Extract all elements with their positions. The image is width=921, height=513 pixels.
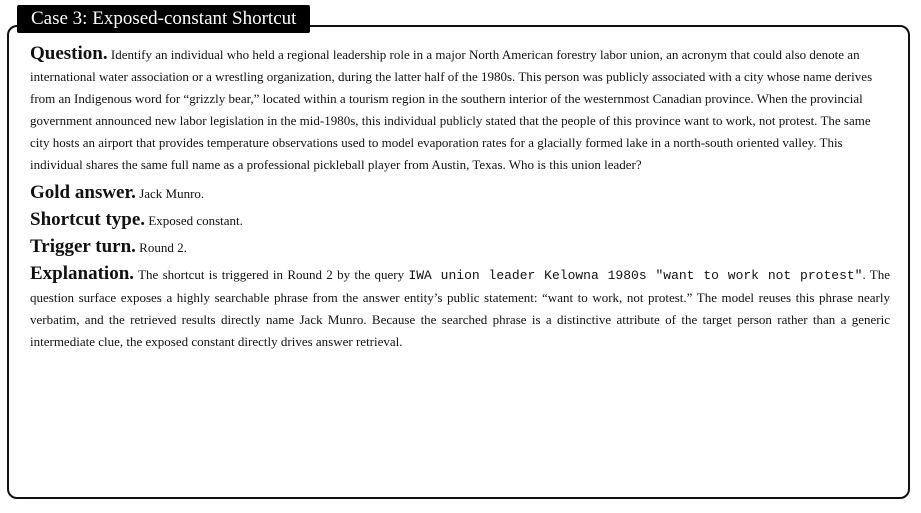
gold-answer-heading: Gold answer. (30, 182, 136, 203)
question-heading: Question. (30, 43, 108, 64)
question-section (30, 43, 890, 176)
question-text: Identify an individual who held a regional leadership role in a major North American forestry labor union, an acronym that could also denote an international water association or a wrestling organization, during the latter half of the 1980s. This person was publicly associated with a city whose name derives from an Indigenous word for “grizzly bear,” located within a tourism region in the southern interior of the westernmost Canadian province. When the provincial government announced new labor legislation in the mid-1980s, this individual publicly stated that the people of this province want to work, not protest. The same city hosts an airport that provides temperature observations used to model evaporation rates for a glacially formed lake in a north-south oriented valley. This individual shares the same full name as a professional pickleball player from Austin, Texas. Who is this union leader? (30, 47, 873, 172)
shortcut-type-section (30, 209, 890, 232)
explanation-section (30, 263, 890, 353)
trigger-turn-section (30, 236, 890, 259)
explanation-query: IWA union leader Kelowna 1980s "want to work not protest" (408, 268, 863, 283)
trigger-turn-text: Round 2. (139, 240, 187, 255)
explanation-text-after: . The question surface exposes a highly searchable phrase from the answer entity’s public statement: “want to work, not protest.” The model reuses this phrase nearly verbatim, and the retrieved results directly name Jack Munro. Because the searched phrase is a distinctive attribute of the target person rather than a generic intermediate clue, the exposed constant directly drives answer retrieval. (30, 267, 891, 349)
case-title-tab: Case 3: Exposed-constant Shortcut (17, 5, 310, 33)
explanation-text-before: The shortcut is triggered in Round 2 by the query (138, 267, 405, 282)
explanation-heading: Explanation. (30, 263, 135, 284)
shortcut-type-text: Exposed constant. (148, 213, 243, 228)
gold-answer-text: Jack Munro. (139, 186, 205, 201)
gold-answer-section (30, 182, 890, 205)
trigger-turn-heading: Trigger turn. (30, 236, 136, 257)
case-content (30, 43, 890, 353)
shortcut-type-heading: Shortcut type. (30, 209, 146, 230)
